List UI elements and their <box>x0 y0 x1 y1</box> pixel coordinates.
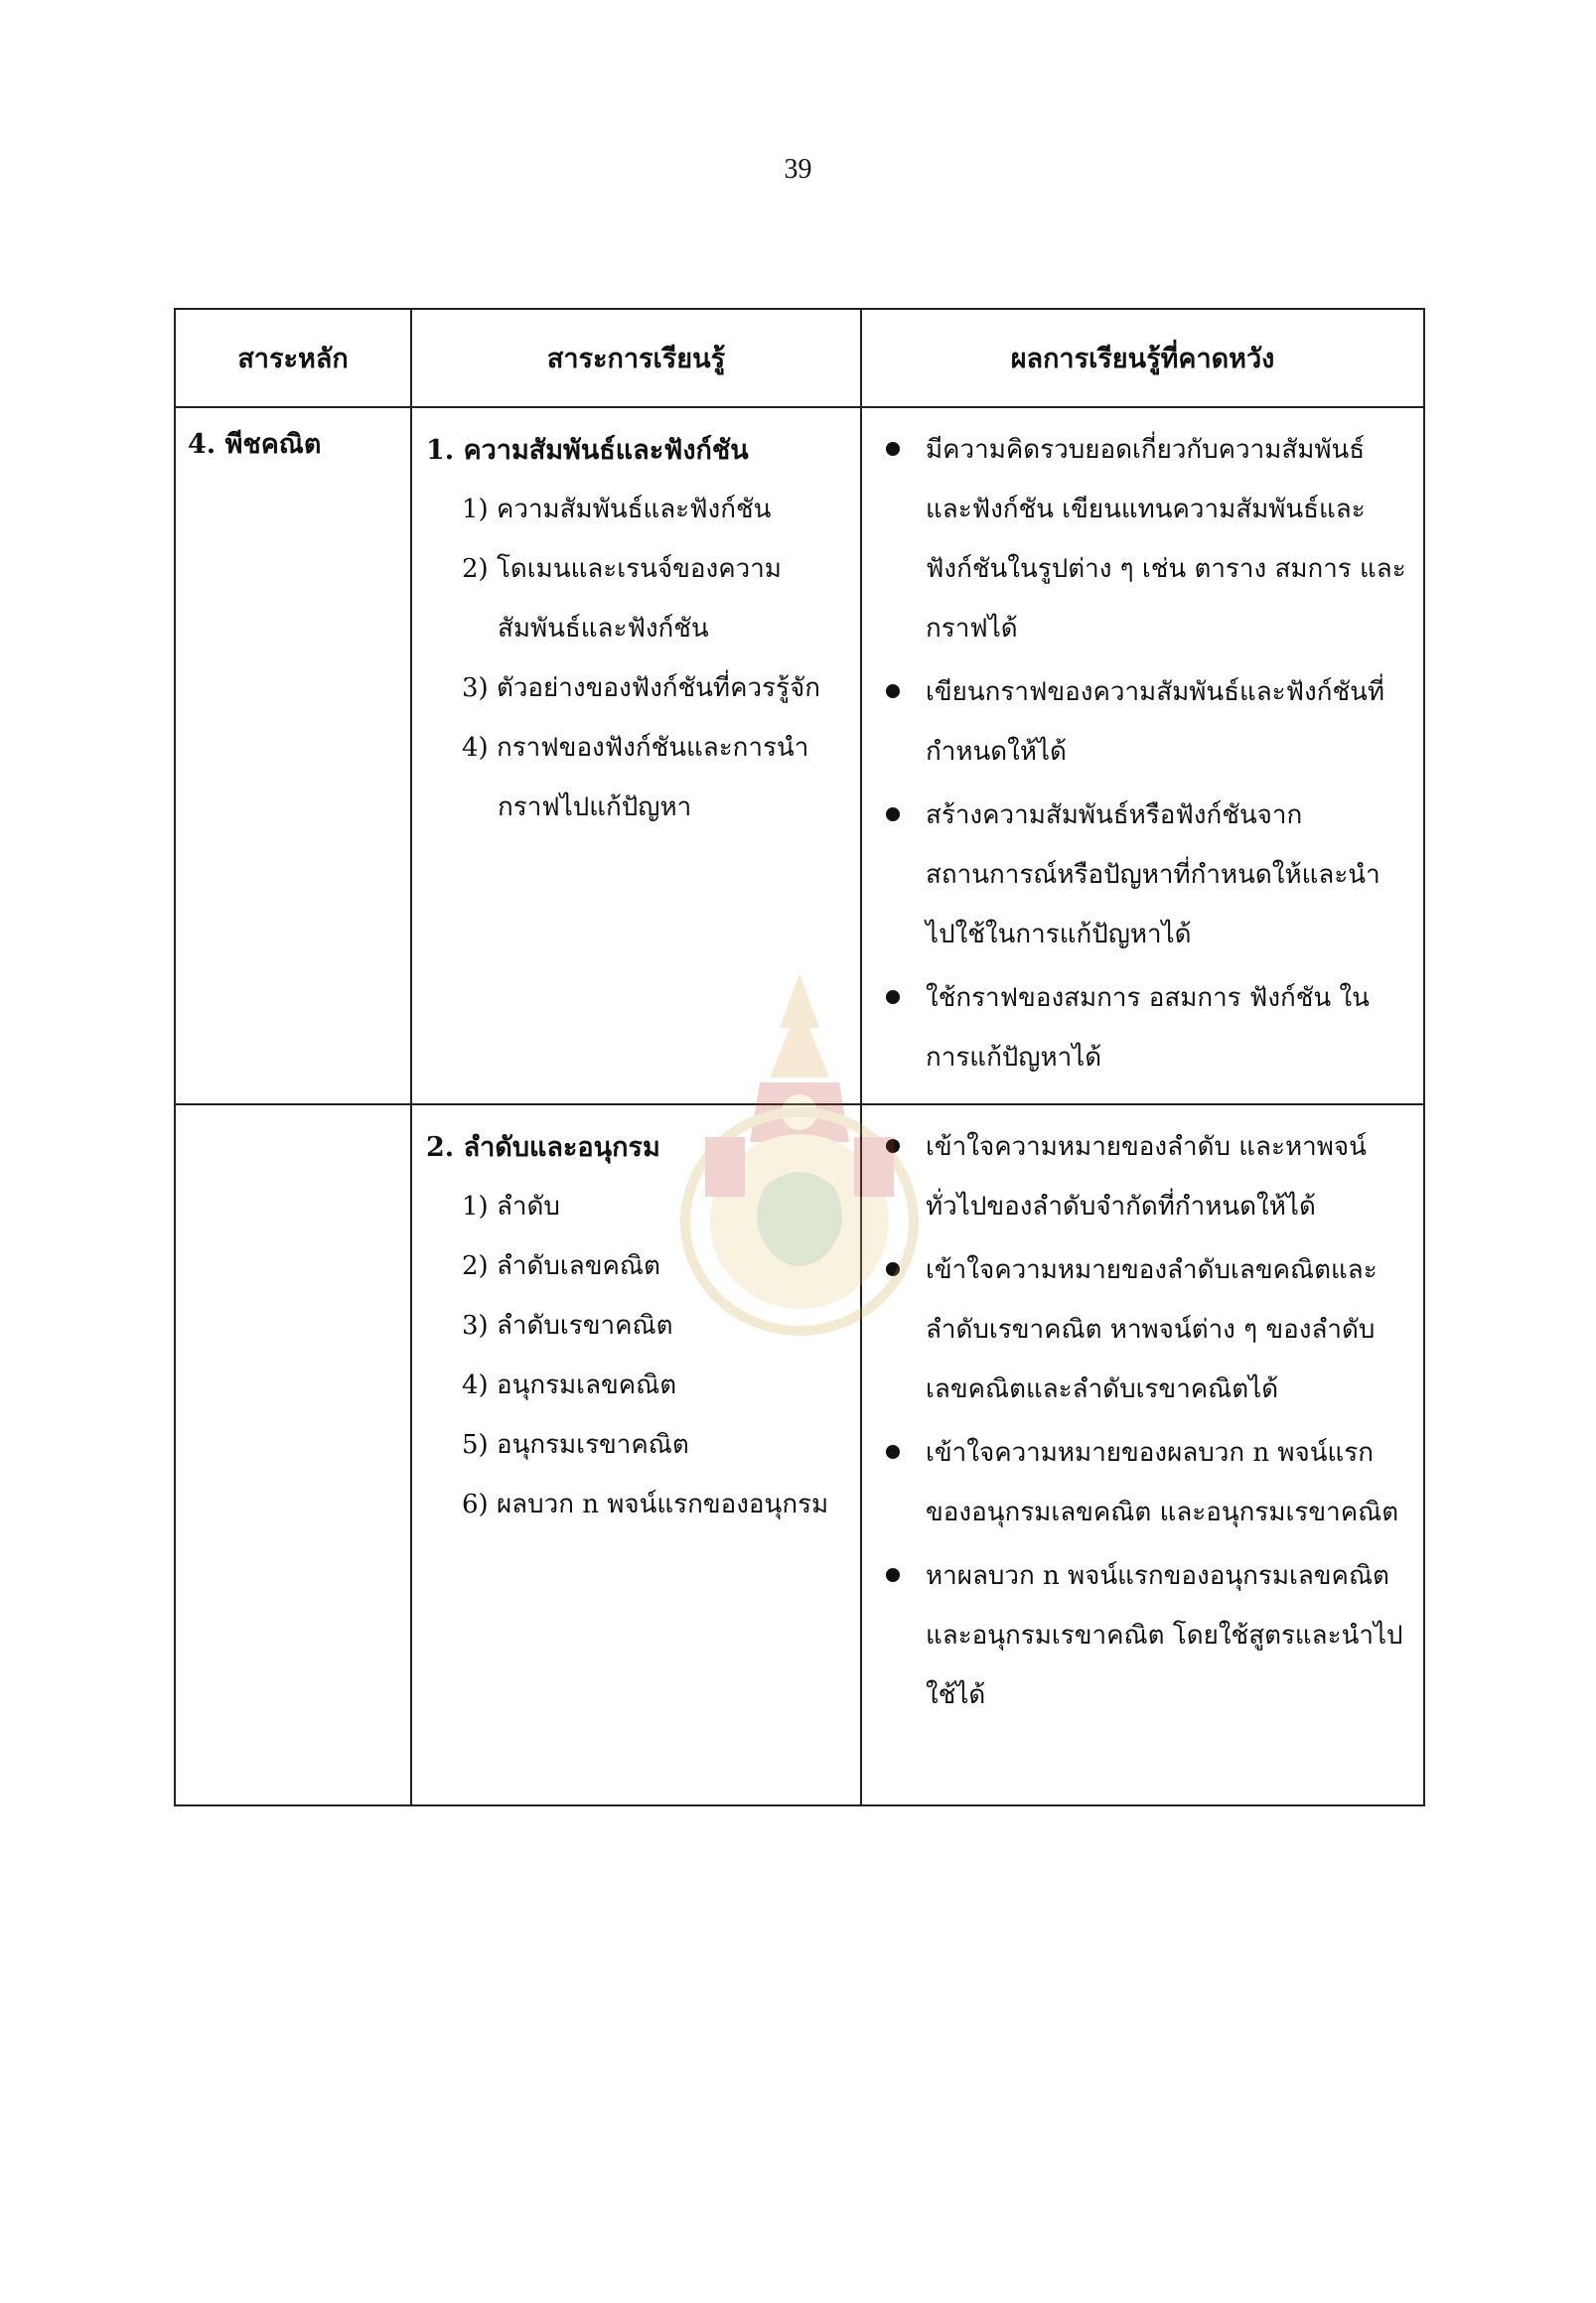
outcome-item <box>876 1423 1409 1542</box>
topic-title: 1. ความสัมพันธ์และฟังก์ชัน <box>426 435 749 466</box>
strand-cell: 4. พีชคณิต <box>175 407 411 1104</box>
table-row <box>175 1104 1424 1805</box>
bullet-icon <box>886 1262 900 1276</box>
outcome-text: หาผลบวก n พจน์แรกของอนุกรมเลขคณิต และอนุกรมเรขาคณิต โดยใช้สูตรและนำไปใช้ได้ <box>926 1561 1403 1710</box>
outcome-text: มีความคิดรวบยอดเกี่ยวกับความสัมพันธ์และฟังก์ชัน เขียนแทนความสัมพันธ์และฟังก์ชันในรูปต่าง ๆ เช่น ตาราง สมการ และกราฟได้ <box>926 435 1406 644</box>
bullet-icon <box>886 1445 900 1459</box>
header-strand: สาระหลัก <box>175 309 411 407</box>
header-expected-outcomes: ผลการเรียนรู้ที่คาดหวัง <box>861 309 1424 407</box>
subitem: 4) อนุกรมเลขคณิต <box>462 1370 677 1400</box>
outcome-text: เข้าใจความหมายของลำดับ และหาพจน์ทั่วไปของลำดับจำกัดที่กำหนดให้ได้ <box>926 1132 1367 1222</box>
subitem: 3) ตัวอย่างของฟังก์ชันที่ควรรู้จัก <box>462 673 820 703</box>
table-header-row <box>175 309 1424 407</box>
bullet-icon <box>886 1139 900 1153</box>
bullet-icon <box>886 990 900 1004</box>
outcome-text: เข้าใจความหมายของผลบวก n พจน์แรกของอนุกรมเลขคณิต และอนุกรมเรขาคณิต <box>926 1438 1399 1527</box>
subitem: 2) ลำดับเลขคณิต <box>462 1251 660 1281</box>
subitem: 5) อนุกรมเรขาคณิต <box>462 1430 689 1460</box>
subitem: 3) ลำดับเรขาคณิต <box>462 1311 673 1341</box>
outcome-item <box>876 1546 1409 1725</box>
bullet-icon <box>886 1568 900 1582</box>
content-cell <box>411 407 861 1104</box>
outcome-list <box>876 1117 1409 1725</box>
outcome-text: เข้าใจความหมายของลำดับเลขคณิตและลำดับเรขาคณิต หาพจน์ต่าง ๆ ของลำดับเลขคณิตและลำดับเรขาคณิตได้ <box>926 1255 1378 1404</box>
bullet-icon <box>886 684 900 698</box>
subitem: 2) โดเมนและเรนจ์ของความสัมพันธ์และฟังก์ชัน <box>462 554 782 644</box>
header-learning-content: สาระการเรียนรู้ <box>411 309 861 407</box>
bullet-icon <box>886 807 900 821</box>
outcomes-cell <box>861 1104 1424 1805</box>
outcome-text: สร้างความสัมพันธ์หรือฟังก์ชันจากสถานการณ์หรือปัญหาที่กำหนดให้และนำไปใช้ในการแก้ปัญหาได้ <box>926 800 1380 949</box>
subitem-list <box>426 480 846 837</box>
curriculum-table <box>174 308 1425 1806</box>
outcome-text: ใช้กราฟของสมการ อสมการ ฟังก์ชัน ในการแก้ปัญหาได้ <box>926 983 1370 1073</box>
subitem-list <box>426 1177 846 1534</box>
outcomes-cell <box>861 407 1424 1104</box>
subitem: 1) ลำดับ <box>462 1192 560 1222</box>
table-row <box>175 407 1424 1104</box>
subitem: 6) ผลบวก n พจน์แรกของอนุกรม <box>462 1490 829 1519</box>
outcome-text: เขียนกราฟของความสัมพันธ์และฟังก์ชันที่กำหนดให้ได้ <box>926 677 1385 767</box>
outcome-item <box>876 786 1409 964</box>
bullet-icon <box>886 442 900 456</box>
page-number: 39 <box>784 154 812 185</box>
outcome-item <box>876 968 1409 1087</box>
outcome-list <box>876 420 1409 1087</box>
subitem: 1) ความสัมพันธ์และฟังก์ชัน <box>462 495 772 524</box>
outcome-item <box>876 1117 1409 1236</box>
topic-title: 2. ลำดับและอนุกรม <box>426 1132 660 1163</box>
outcome-item <box>876 420 1409 658</box>
outcome-item <box>876 1240 1409 1419</box>
subitem: 4) กราฟของฟังก์ชันและการนำกราฟไปแก้ปัญหา <box>462 733 809 822</box>
outcome-item <box>876 662 1409 782</box>
content-cell <box>411 1104 861 1805</box>
strand-cell <box>175 1104 411 1805</box>
